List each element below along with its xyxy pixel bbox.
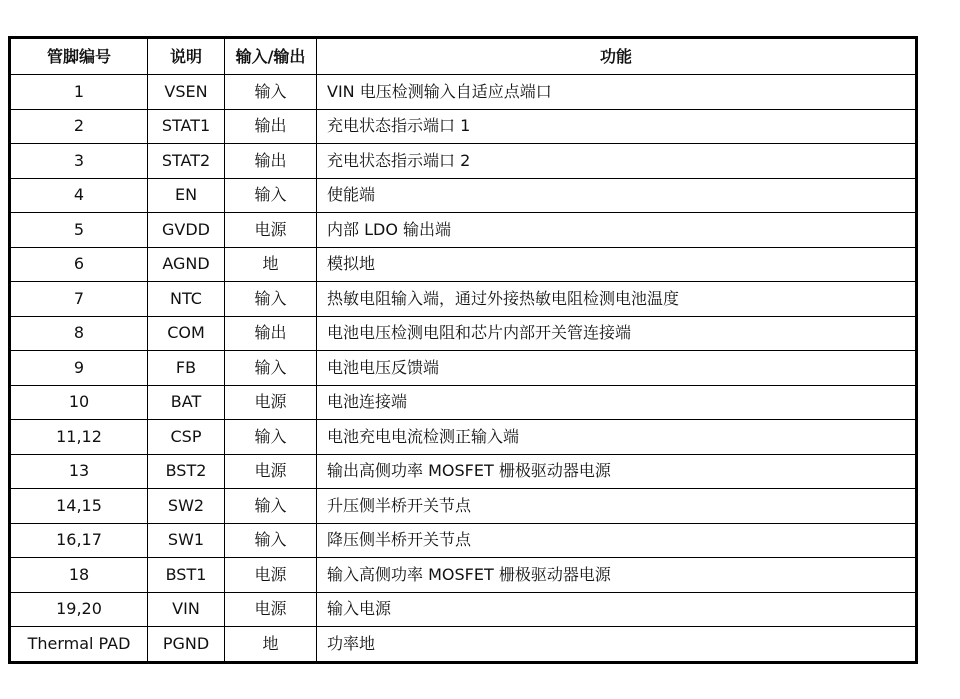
function-cell: 电池连接端 [317,385,917,420]
table-row [10,144,917,179]
pin-name-cell: EN [148,178,225,213]
pin-name-cell: VSEN [148,75,225,110]
table-row [10,75,917,110]
pin-name-cell: FB [148,351,225,386]
pin-name-cell: BST2 [148,454,225,489]
pin-number-cell: 6 [10,247,148,282]
io-type-cell: 输入 [225,178,317,213]
pin-description-table [8,36,918,664]
io-type-cell: 电源 [225,454,317,489]
function-cell: 功率地 [317,627,917,663]
pin-name-cell: BST1 [148,558,225,593]
io-type-cell: 输入 [225,489,317,524]
io-type-cell: 电源 [225,592,317,627]
pin-name-cell: SW1 [148,523,225,558]
io-type-cell: 输出 [225,316,317,351]
pin-number-cell: 10 [10,385,148,420]
pin-number-cell: Thermal PAD [10,627,148,663]
pin-number-cell: 4 [10,178,148,213]
pin-number-cell: 14,15 [10,489,148,524]
table-row [10,523,917,558]
header-pin-number: 管脚编号 [10,38,148,75]
function-cell: 使能端 [317,178,917,213]
table-row [10,627,917,663]
io-type-cell: 输出 [225,144,317,179]
function-cell: 电池电压反馈端 [317,351,917,386]
io-type-cell: 电源 [225,558,317,593]
table-row [10,316,917,351]
function-cell: 内部 LDO 输出端 [317,213,917,248]
pin-number-cell: 8 [10,316,148,351]
header-input-output: 输入/输出 [225,38,317,75]
pin-name-cell: NTC [148,282,225,317]
function-cell: 充电状态指示端口 2 [317,144,917,179]
io-type-cell: 输入 [225,282,317,317]
pin-name-cell: VIN [148,592,225,627]
pin-name-cell: STAT2 [148,144,225,179]
function-cell: 输入高侧功率 MOSFET 栅极驱动器电源 [317,558,917,593]
function-cell: 电池充电电流检测正输入端 [317,420,917,455]
pin-number-cell: 9 [10,351,148,386]
io-type-cell: 电源 [225,213,317,248]
function-cell: 升压侧半桥开关节点 [317,489,917,524]
pin-name-cell: SW2 [148,489,225,524]
io-type-cell: 输出 [225,109,317,144]
header-description: 说明 [148,38,225,75]
table-row [10,489,917,524]
io-type-cell: 输入 [225,351,317,386]
pin-number-cell: 1 [10,75,148,110]
io-type-cell: 输入 [225,420,317,455]
table-row [10,282,917,317]
table-row [10,109,917,144]
pin-number-cell: 11,12 [10,420,148,455]
pin-name-cell: CSP [148,420,225,455]
header-row [10,38,917,75]
pin-number-cell: 16,17 [10,523,148,558]
function-cell: 输出高侧功率 MOSFET 栅极驱动器电源 [317,454,917,489]
function-cell: 降压侧半桥开关节点 [317,523,917,558]
io-type-cell: 输入 [225,75,317,110]
pin-name-cell: BAT [148,385,225,420]
pin-name-cell: STAT1 [148,109,225,144]
function-cell: 模拟地 [317,247,917,282]
table-row [10,592,917,627]
pin-name-cell: AGND [148,247,225,282]
table-body [10,75,917,663]
pin-number-cell: 3 [10,144,148,179]
pin-number-cell: 19,20 [10,592,148,627]
pin-number-cell: 5 [10,213,148,248]
table-row [10,454,917,489]
function-cell: 充电状态指示端口 1 [317,109,917,144]
header-function: 功能 [317,38,917,75]
function-cell: 电池电压检测电阻和芯片内部开关管连接端 [317,316,917,351]
pin-name-cell: COM [148,316,225,351]
io-type-cell: 地 [225,627,317,663]
function-cell: VIN 电压检测输入自适应点端口 [317,75,917,110]
pin-number-cell: 18 [10,558,148,593]
table-row [10,558,917,593]
table-row [10,351,917,386]
pin-name-cell: PGND [148,627,225,663]
table-row [10,213,917,248]
table-row [10,420,917,455]
pin-number-cell: 2 [10,109,148,144]
table-row [10,385,917,420]
io-type-cell: 地 [225,247,317,282]
function-cell: 热敏电阻输入端，通过外接热敏电阻检测电池温度 [317,282,917,317]
table-header [10,38,917,75]
table-row [10,178,917,213]
io-type-cell: 输入 [225,523,317,558]
io-type-cell: 电源 [225,385,317,420]
pin-number-cell: 13 [10,454,148,489]
pin-name-cell: GVDD [148,213,225,248]
pin-number-cell: 7 [10,282,148,317]
function-cell: 输入电源 [317,592,917,627]
table-row [10,247,917,282]
